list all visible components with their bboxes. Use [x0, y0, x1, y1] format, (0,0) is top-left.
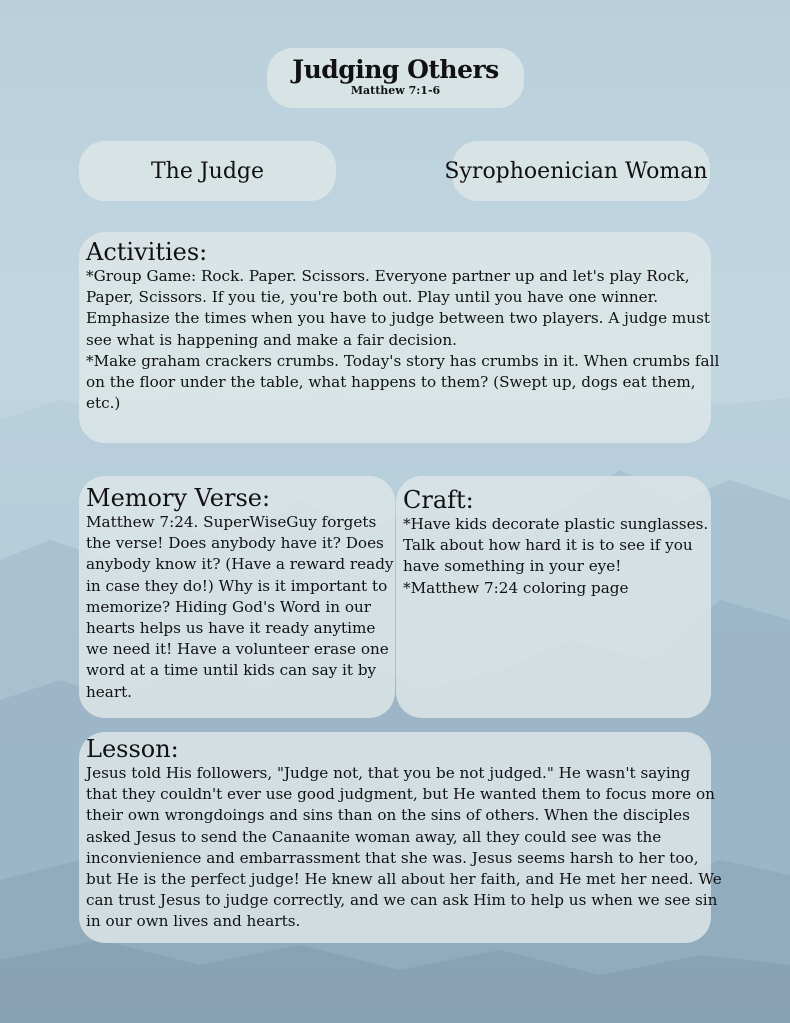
story-tag-woman	[444, 141, 710, 201]
page-title: Judging Others	[292, 55, 499, 84]
memory-verse-text: Matthew 7:24. SuperWiseGuy forgets the verse! Does anybody have it? Does anybody know it? (Have a reward ready in case they do!) Why is it important to memorize? Hiding God's Word in our hearts helps us have it ready anytime we need it! Have a volunteer erase one word at a time until kids can say it by heart.	[86, 513, 394, 701]
craft-item: *Have kids decorate plastic sunglasses. Talk about how hard it is to see if you have something in your eye!	[403, 515, 709, 576]
activity-item: *Make graham crackers crumbs. Today's story has crumbs in it. When crumbs fall on the floor under the table, what happens to them? (Swept up, dogs eat them, etc.)	[86, 351, 720, 413]
lesson-heading: Lesson:	[86, 735, 179, 763]
story-tag-label: The Judge	[150, 158, 265, 184]
craft-heading: Craft:	[403, 486, 474, 514]
title-panel	[267, 48, 524, 108]
lesson-panel	[79, 732, 722, 943]
story-tag-judge	[79, 141, 336, 201]
story-tag-label: Syrophoenician Woman	[444, 158, 708, 184]
craft-item: *Matthew 7:24 coloring page	[403, 578, 629, 597]
activities-heading: Activities:	[86, 238, 208, 266]
craft-panel	[396, 476, 711, 718]
activities-panel	[79, 232, 720, 443]
activity-item: *Group Game: Rock. Paper. Scissors. Everyone partner up and let's play Rock, Paper, Scissors. If you tie, you're both out. Play until you have one winner. Emphasize the times when you have to judge between two players. A judge must see what is happening and make a fair decision.	[86, 267, 710, 349]
lesson-text: Jesus told His followers, "Judge not, that you be not judged." He wasn't saying that they couldn't ever use good judgment, but He wanted them to focus more on their own wrongdoings and sins than on the sins of others. When the disciples asked Jesus to send the Canaanite woman away, all they could see was the inconvienience and embarrassment that she was. Jesus seems harsh to her too, but He is the perfect judge! He knew all about her faith, and He met her need. We can trust Jesus to judge correctly, and we can ask Him to help us when we see sin in our own lives and hearts.	[86, 764, 722, 931]
memory-verse-heading: Memory Verse:	[86, 484, 271, 512]
memory-verse-panel	[79, 476, 395, 718]
scripture-reference: Matthew 7:1-6	[350, 84, 441, 97]
